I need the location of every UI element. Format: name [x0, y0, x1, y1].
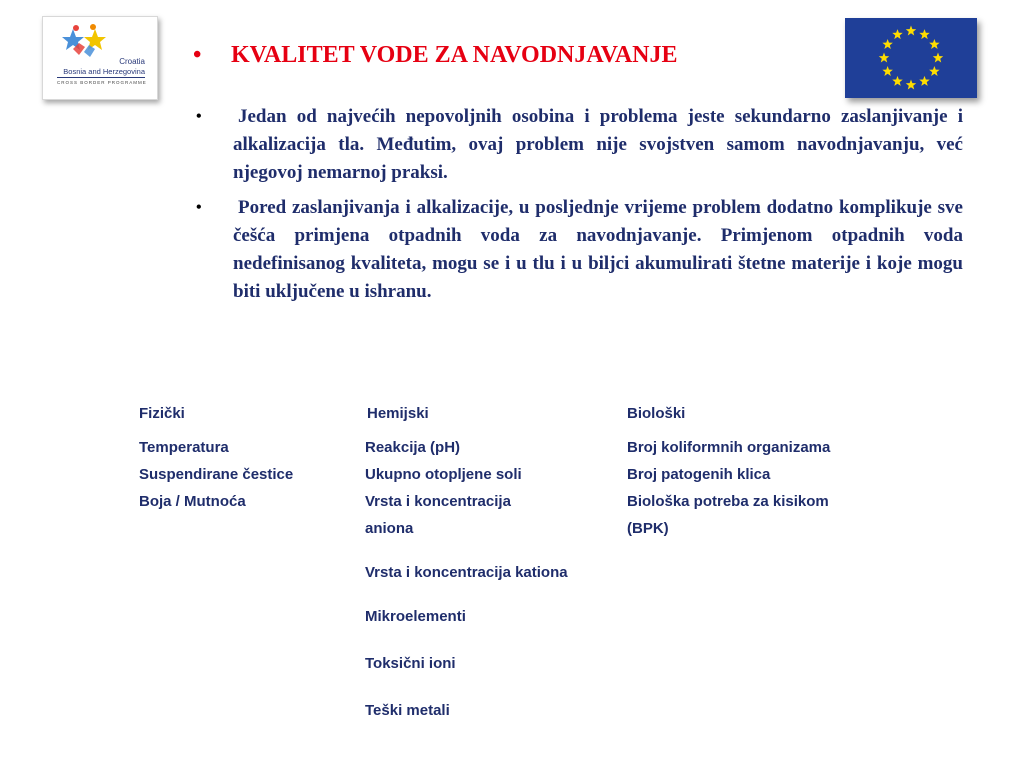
bioloski-item: (BPK) — [627, 520, 669, 537]
fizicki-item: Boja / Mutnoća — [139, 493, 246, 510]
eu-star-icon — [882, 66, 892, 76]
header-bioloski: Biološki — [627, 405, 686, 422]
hemijski-item: Mikroelementi — [365, 608, 466, 625]
header-fizicki: Fizički — [139, 405, 185, 422]
eu-star-icon — [882, 39, 892, 49]
title-bullet: • — [193, 42, 202, 68]
eu-flag-icon — [845, 18, 977, 98]
body-paragraphs — [196, 103, 963, 313]
hemijski-item: aniona — [365, 520, 414, 537]
eu-star-icon — [879, 53, 889, 63]
eu-star-icon — [892, 29, 902, 39]
hemijski-item: Vrsta i koncentracija — [365, 493, 511, 510]
hemijski-item: Toksični ioni — [365, 655, 456, 672]
slide-title — [193, 42, 678, 69]
header-hemijski: Hemijski — [367, 405, 429, 422]
logo-divider — [57, 77, 145, 78]
eu-star-icon — [892, 76, 902, 86]
eu-star-icon — [929, 39, 939, 49]
logo-line-3: CROSS BORDER PROGRAMME — [57, 80, 147, 85]
eu-star-icon — [919, 76, 929, 86]
program-logo — [42, 16, 158, 100]
paragraph-bullet: • — [196, 199, 202, 216]
bioloski-item: Broj koliformnih organizama — [627, 439, 831, 456]
fizicki-item: Temperatura — [139, 439, 229, 456]
paragraph-bullet: • — [196, 108, 202, 125]
eu-star-icon — [906, 80, 916, 90]
hemijski-item: Vrsta i koncentracija kationa — [365, 564, 568, 581]
paragraph-1 — [196, 103, 963, 187]
fizicki-item: Suspendirane čestice — [139, 466, 294, 483]
paragraph-text: Jedan od najvećih nepovoljnih osobina i problema jeste sekundarno zaslanjivanje i alkalizacija tla. Međutim, ovaj problem nije svojstven samom navodnjavanju, već njegovoj nemarnoj praksi. — [233, 106, 963, 183]
eu-stars-icon — [845, 18, 977, 98]
logo-line-2: Bosnia and Herzegovina — [63, 67, 145, 76]
paragraph-text: Pored zaslanjivanja i alkalizacije, u posljednje vrijeme problem dodatno komplikuje sve češća primjena otpadnih voda za navodnjavanje. Primjenom otpadnih voda nedefinisanog kvaliteta, mogu se i u tlu i u biljci akumulirati štetne materije i koje mogu biti uključene u ishranu. — [233, 197, 963, 302]
eu-star-icon — [929, 66, 939, 76]
hemijski-item: Reakcija (pH) — [365, 439, 461, 456]
title-text: KVALITET VODE ZA NAVODNJAVANJE — [231, 42, 678, 68]
eu-star-icon — [919, 29, 929, 39]
paragraph-2 — [196, 194, 963, 306]
hemijski-item: Ukupno otopljene soli — [365, 466, 522, 483]
logo-line-1: Croatia — [119, 57, 145, 66]
hemijski-item: Teški metali — [365, 702, 450, 719]
eu-star-icon — [933, 53, 943, 63]
bioloski-item: Biološka potreba za kisikom — [627, 493, 829, 510]
bioloski-item: Broj patogenih klica — [627, 466, 771, 483]
eu-star-icon — [906, 26, 916, 36]
